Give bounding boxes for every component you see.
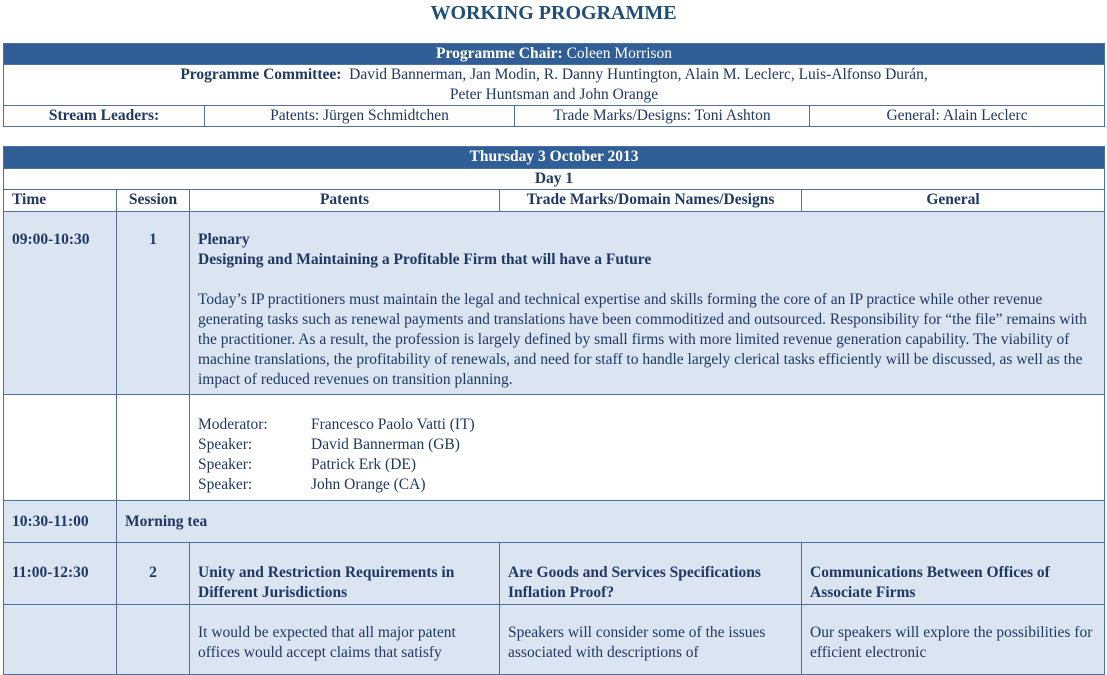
morning-tea-time: 10:30-11:00: [4, 501, 117, 543]
session-1-title: Designing and Maintaining a Profitable Firm that will have a Future: [198, 251, 652, 268]
session-2-patents-title: Unity and Restriction Requirements in Different Jurisdictions: [190, 543, 500, 605]
session-1-speakers-row: [4, 395, 1105, 501]
stream-leaders-label: Stream Leaders:: [4, 106, 205, 127]
session-2-number: 2: [117, 543, 190, 605]
speaker-entry: Speaker: John Orange (CA): [198, 476, 426, 493]
morning-tea-row: [4, 501, 1105, 543]
speaker-entry: Speaker: David Bannerman (GB): [198, 436, 460, 453]
stream-leaders-row: [4, 106, 1105, 127]
programme-chair: Programme Chair: Coleen Morrison: [4, 44, 1105, 65]
morning-tea-label: Morning tea: [117, 501, 1105, 543]
stream-leader-trademarks: Trade Marks/Designs: Toni Ashton: [515, 106, 810, 127]
col-patents: Patents: [190, 190, 500, 212]
stream-leader-patents: Patents: Jürgen Schmidtchen: [205, 106, 515, 127]
page-title: WORKING PROGRAMME: [430, 2, 677, 24]
session-1-row: [4, 212, 1105, 395]
session-1-speakers: [190, 395, 1105, 501]
session-1-description: Today’s IP practitioners must maintain the legal and technical expertise and skills forming the core of an IP practice while other revenue generating tasks such as renewal payments and translations have been commoditized and outsourced. Responsibility for “the file” remains with the practitioner. As a result, the profession is largely defined by small firms with more limited revenue generation capability. The viability of machine translations, the profitability of renewals, and need for staff to handle largely clerical tasks efficiently will be discussed, as well as the impact of reduced revenues on transition planning.: [198, 291, 1087, 388]
session-2-trademarks-title: Are Goods and Services Specifications Inflation Proof?: [500, 543, 802, 605]
stream-leader-general: General: Alain Leclerc: [810, 106, 1105, 127]
programme-table: [3, 146, 1105, 675]
session-2-general-desc: Our speakers will explore the possibilities for efficient electronic: [802, 605, 1105, 675]
day-date: Thursday 3 October 2013: [4, 147, 1105, 169]
session-2-row: [4, 543, 1105, 605]
session-1-content: [190, 212, 1105, 395]
committee-table: [3, 43, 1105, 127]
col-time: Time: [4, 190, 117, 212]
date-row: [4, 147, 1105, 169]
col-trademarks: Trade Marks/Domain Names/Designs: [500, 190, 802, 212]
speaker-entry: Speaker: Patrick Erk (DE): [198, 456, 417, 473]
session-1-time: 09:00-10:30: [4, 212, 117, 395]
col-session: Session: [117, 190, 190, 212]
speaker-entry: Moderator: Francesco Paolo Vatti (IT): [198, 416, 475, 433]
session-1-kind: Plenary: [198, 231, 250, 248]
day-label-row: [4, 169, 1105, 190]
day-label: Day 1: [4, 169, 1105, 190]
session-2-time: 11:00-12:30: [4, 543, 117, 605]
col-general: General: [802, 190, 1105, 212]
programme-committee: Programme Committee: David Bannerman, Jan Modin, R. Danny Huntington, Alain M. Leclerc, Luis-Alfonso Durán, Peter Huntsman and John Orange: [4, 65, 1105, 106]
session-2-trademarks-desc: Speakers will consider some of the issues associated with descriptions of: [500, 605, 802, 675]
column-header-row: [4, 190, 1105, 212]
session-2-general-title: Communications Between Offices of Associate Firms: [802, 543, 1105, 605]
session-2-patents-desc: It would be expected that all major patent offices would accept claims that satisfy: [190, 605, 500, 675]
chair-row: [4, 44, 1105, 65]
session-1-number: 1: [117, 212, 190, 395]
session-2-desc-row: [4, 605, 1105, 675]
committee-row: [4, 65, 1105, 106]
